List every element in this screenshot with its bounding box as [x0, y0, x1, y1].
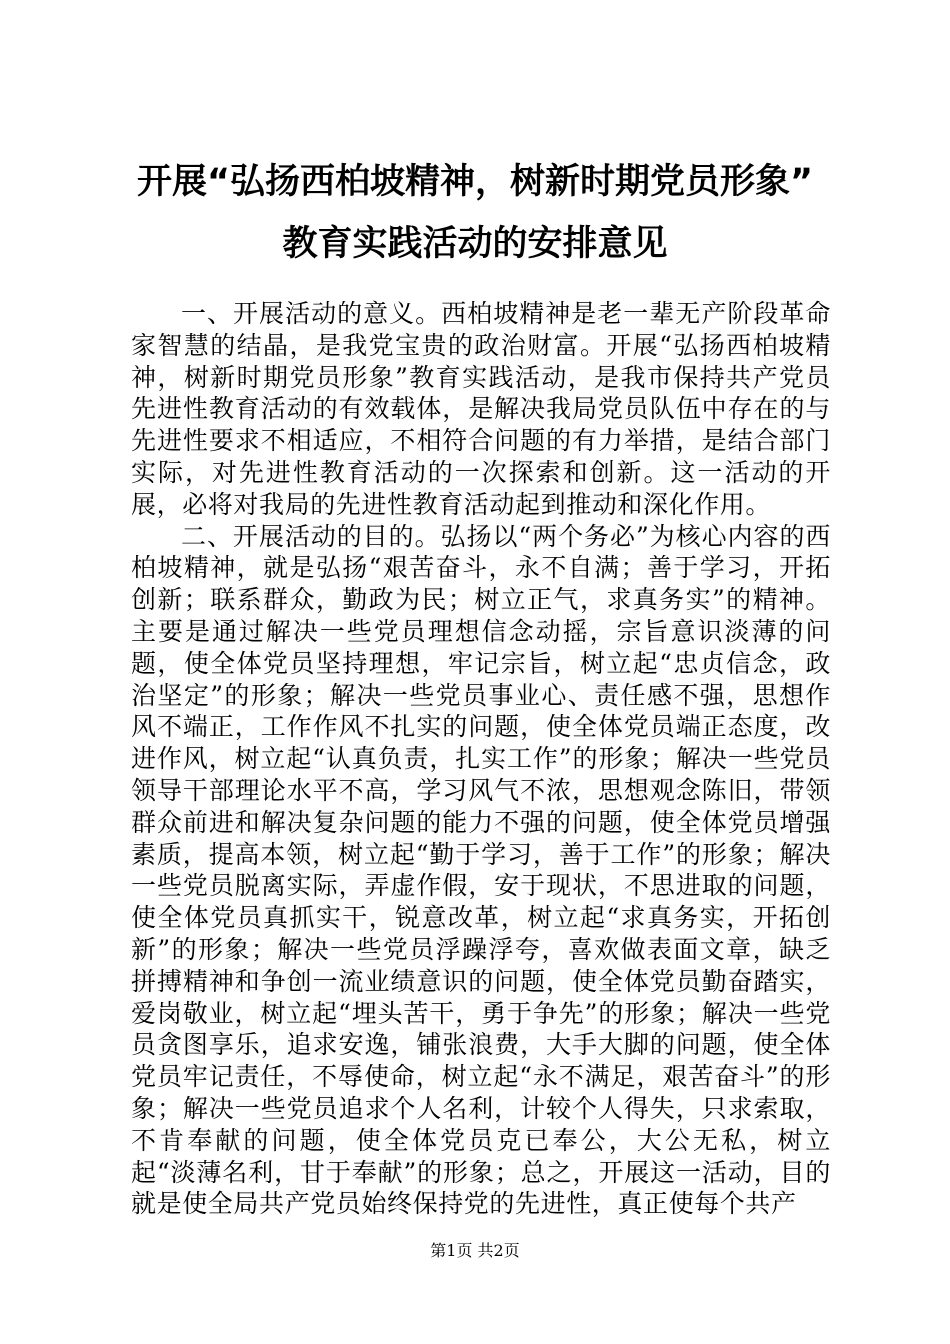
- document-title-line-2: 教育实践活动的安排意见: [282, 224, 668, 264]
- paragraph-significance: 一、开展活动的意义。西柏坡精神是老一辈无产阶段革命家智慧的结晶，是我党宝贵的政治财富。开展“弘扬西柏坡精神，树新时期党员形象”教育实践活动，是我市保持共产党员先进性教育活动的有效载体，是解决我局党员队伍中存在的与先进性要求不相适应，不相符合问题的有力举措，是结合部门实际，对先进性教育活动的一次探索和创新。这一活动的开展，必将对我局的先进性教育活动起到推动和深化作用。: [131, 299, 831, 519]
- page-number-footer: 第1页 共2页: [430, 1241, 520, 1260]
- document-body: [131, 298, 831, 1219]
- paragraph-purpose: 二、开展活动的目的。弘扬以“两个务必”为核心内容的西柏坡精神，就是弘扬“艰苦奋斗，永不自满；善于学习，开拓创新；联系群众，勤政为民；树立正气，求真务实”的精神。主要是通过解决一些党员理想信念动摇，宗旨意识淡薄的问题，使全体党员坚持理想，牢记宗旨，树立起“忠贞信念，政治坚定”的形象；解决一些党员事业心、责任感不强，思想作风不端正，工作作风不扎实的问题，使全体党员端正态度，改进作风，树立起“认真负责，扎实工作”的形象；解决一些党员领导干部理论水平不高，学习风气不浓，思想观念陈旧，带领群众前进和解决复杂问题的能力不强的问题，使全体党员增强素质，提高本领，树立起“勤于学习，善于工作”的形象；解决一些党员脱离实际，弄虚作假，安于现状，不思进取的问题，使全体党员真抓实干，锐意改革，树立起“求真务实，开拓创新”的形象；解决一些党员浮躁浮夸，喜欢做表面文章，缺乏拼搏精神和争创一流业绩意识的问题，使全体党员勤奋踏实，爱岗敬业，树立起“埋头苦干，勇于争先”的形象；解决一些党员贪图享乐，追求安逸，铺张浪费，大手大脚的问题，使全体党员牢记责任，不辱使命，树立起“永不满足，艰苦奋斗”的形象；解决一些党员追求个人名利，计较个人得失，只求索取，不肯奉献的问题，使全体党员克已奉公，大公无私，树立起“淡薄名利，甘于奉献”的形象；总之，开展这一活动，目的就是使全局共产党员始终保持党的先进性，真正使每个共产: [131, 521, 831, 1219]
- document-title-line-1: 开展“弘扬西柏坡精神，树新时期党员形象”: [136, 162, 813, 202]
